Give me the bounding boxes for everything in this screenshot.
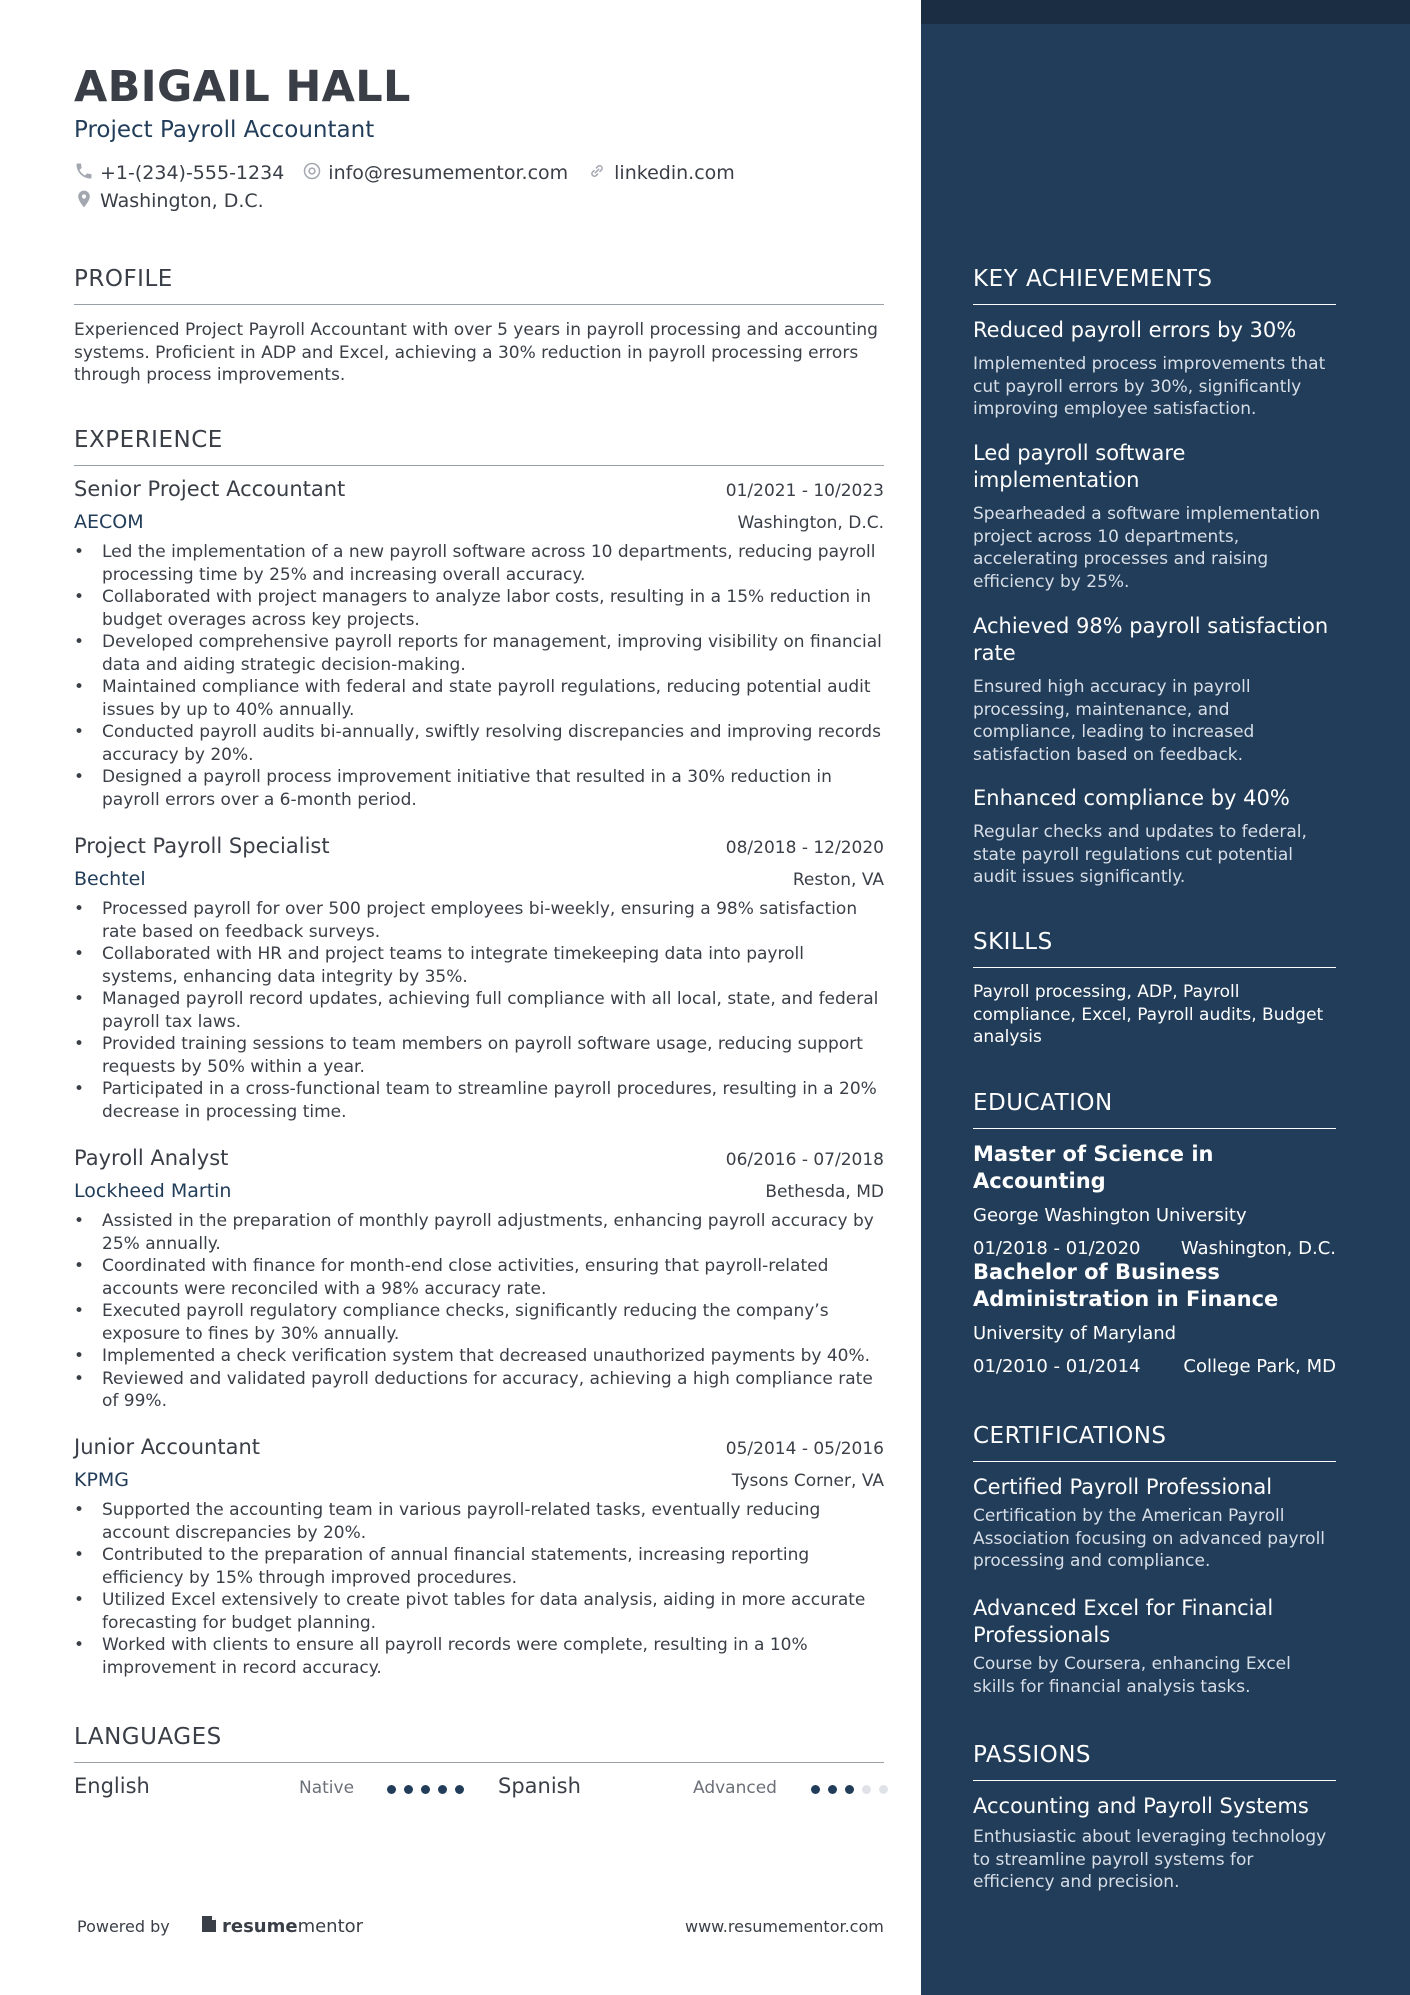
job-bullet: • Worked with clients to ensure all payroll records were complete, resulting in a 10% improvement in record accuracy. [74,1634,884,1679]
location-text: Washington, D.C. [100,190,264,212]
profile-heading: PROFILE [74,266,884,305]
job-bullet: • Designed a payroll process improvement initiative that resulted in a 30% reduction in payroll errors over a 6-month period. [74,766,884,811]
certification-item [973,1474,1336,1573]
job-bullet: • Led the implementation of a new payroll software across 10 departments, reducing payroll processing time by 25% and increasing overall accuracy. [74,541,884,586]
certification-desc: Course by Coursera, enhancing Excel skills for financial analysis tasks. [973,1654,1291,1697]
job-dates: 08/2018 - 12/2020 [725,838,884,858]
job-dates: 01/2021 - 10/2023 [725,481,884,501]
languages-heading: LANGUAGES [74,1724,884,1763]
contact-phone [74,161,284,186]
job-role: Project Payroll Specialist [74,834,330,858]
profile-summary: Experienced Project Payroll Accountant with over 5 years in payroll processing and accounting systems. Proficient in ADP and Excel, achieving a 30% reduction in payroll processing errors through process improvements. [74,320,878,385]
job-bullet: • Executed payroll regulatory compliance checks, significantly reducing the company’s exposure to fines by 30% annually. [74,1300,884,1345]
job-location: Washington, D.C. [737,513,884,533]
proficiency-dot-filled [828,1785,837,1794]
education-item [973,1141,1336,1259]
proficiency-dot-filled [421,1785,430,1794]
brand-logo[interactable] [200,1914,363,1939]
candidate-title: Project Payroll Accountant [74,117,375,143]
passions-heading: PASSIONS [973,1742,1336,1781]
achievement-item [973,613,1336,766]
education-degree: Master of Science in Accounting [973,1142,1214,1193]
skills-list: Payroll processing, ADP, Payroll compliance, Excel, Payroll audits, Budget analysis [973,982,1324,1047]
achievement-item [973,317,1336,421]
achievement-title: Achieved 98% payroll satisfaction rate [973,614,1329,665]
job-bullet: • Maintained compliance with federal and state payroll regulations, reducing potential audit issues by up to 40% annually. [74,676,884,721]
job-bullets [74,541,884,811]
contact-location [74,188,282,214]
job-bullet: • Contributed to the preparation of annual financial statements, increasing reporting efficiency by 15% through improved procedures. [74,1544,884,1589]
achievement-title: Reduced payroll errors by 30% [973,318,1297,342]
language-name: Spanish [498,1774,581,1798]
job-bullet: • Coordinated with finance for month-end close activities, ensuring that payroll-related accounts were reconciled with a 98% accuracy rate. [74,1255,884,1300]
brand-bold: resume [222,1916,298,1937]
phone-text: +1-(234)-555-1234 [100,162,285,184]
job-bullet: • Assisted in the preparation of monthly payroll adjustments, enhancing payroll accuracy by 25% annually. [74,1210,884,1255]
resumementor-logo-icon [200,1914,222,1939]
education-location: College Park, MD [1183,1356,1336,1377]
at-icon [302,161,328,186]
job-bullet: • Processed payroll for over 500 project employees bi-weekly, ensuring a 98% satisfaction rate based on feedback surveys. [74,898,884,943]
job-role: Payroll Analyst [74,1146,229,1170]
education-degree: Bachelor of Business Administration in Finance [973,1260,1279,1311]
job-bullets [74,1499,884,1679]
brand-rest: mentor [297,1916,364,1937]
language-proficiency-dots [387,1785,472,1794]
location-pin-icon [74,188,100,215]
proficiency-dot-filled [438,1785,447,1794]
achievement-title: Led payroll software implementation [973,441,1186,492]
phone-icon [74,161,100,186]
passion-desc: Enthusiastic about leveraging technology to streamline payroll systems for efficiency and precision. [973,1827,1327,1892]
job-bullet: • Collaborated with HR and project teams to integrate timekeeping data into payroll systems, enhancing data integrity by 35%. [74,943,884,988]
certification-title: Advanced Excel for Financial Professionals [973,1596,1274,1647]
achievement-desc: Ensured high accuracy in payroll processing, maintenance, and compliance, leading to increased satisfaction based on feedback. [973,677,1255,765]
achievement-desc: Spearheaded a software implementation project across 10 departments, accelerating processes and raising efficiency by 25%. [973,504,1321,592]
job-entry [74,477,884,811]
language-name: English [74,1774,150,1798]
job-bullet: • Supported the accounting team in various payroll-related tasks, eventually reducing account discrepancies by 20%. [74,1499,884,1544]
job-bullet: • Conducted payroll audits bi-annually, swiftly resolving discrepancies and improving records accuracy by 20%. [74,721,884,766]
education-dates: 01/2010 - 01/2014 [973,1356,1141,1377]
education-school: George Washington University [973,1205,1247,1226]
proficiency-dot-empty [879,1785,888,1794]
proficiency-dot-empty [862,1785,871,1794]
job-company: Bechtel [74,868,146,890]
link-icon [586,161,614,186]
education-heading: EDUCATION [973,1090,1336,1129]
job-bullets [74,1210,884,1413]
achievement-desc: Implemented process improvements that cut payroll errors by 30%, significantly improving employee satisfaction. [973,354,1326,419]
education-location: Washington, D.C. [1180,1238,1336,1259]
job-bullet: • Developed comprehensive payroll reports for management, improving visibility on financial data and aiding strategic decision-making. [74,631,884,676]
languages-row [74,1774,884,1806]
job-entry [74,1146,884,1413]
achievement-item [973,785,1336,889]
certifications-heading: CERTIFICATIONS [973,1423,1336,1462]
sidebar-top-bar [921,0,1410,24]
job-role: Junior Accountant [74,1435,261,1459]
job-bullet: • Collaborated with project managers to analyze labor costs, resulting in a 15% reduction in budget overages across key projects. [74,586,884,631]
job-bullet: • Managed payroll record updates, achieving full compliance with all local, state, and federal payroll tax laws. [74,988,884,1033]
skills-heading: SKILLS [973,929,1336,968]
job-bullet: • Participated in a cross-functional team to streamline payroll procedures, resulting in a 20% decrease in processing time. [74,1078,884,1123]
language-proficiency-dots [811,1785,896,1794]
certification-item [973,1595,1336,1698]
certification-title: Certified Payroll Professional [973,1475,1273,1499]
job-entry [74,834,884,1123]
job-location: Tysons Corner, VA [731,1471,884,1491]
job-bullet: • Utilized Excel extensively to create pivot tables for data analysis, aiding in more accurate forecasting for budget planning. [74,1589,884,1634]
contact-row [74,160,753,186]
language-level: Advanced [693,1778,777,1798]
footer-url[interactable]: www.resumementor.com [685,1917,884,1936]
job-location: Bethesda, MD [765,1182,884,1202]
achievement-desc: Regular checks and updates to federal, state payroll regulations cut potential audit issues significantly. [973,822,1307,887]
candidate-name: ABIGAIL HALL [74,62,411,112]
linkedin-text[interactable]: linkedin.com [614,162,735,184]
education-item [973,1259,1336,1377]
job-company: Lockheed Martin [74,1180,232,1202]
proficiency-dot-filled [811,1785,820,1794]
job-entry [74,1435,884,1679]
job-location: Reston, VA [792,870,884,890]
job-dates: 05/2014 - 05/2016 [725,1439,884,1459]
job-bullet: • Reviewed and validated payroll deductions for accuracy, achieving a high compliance rate of 99%. [74,1368,884,1413]
education-dates: 01/2018 - 01/2020 [973,1238,1141,1259]
proficiency-dot-filled [387,1785,396,1794]
passion-title: Accounting and Payroll Systems [973,1794,1309,1818]
job-role: Senior Project Accountant [74,477,346,501]
email-text[interactable]: info@resumementor.com [328,162,569,184]
proficiency-dot-filled [455,1785,464,1794]
proficiency-dot-filled [845,1785,854,1794]
contact-linkedin[interactable] [586,161,735,186]
achievement-title: Enhanced compliance by 40% [973,786,1290,810]
job-bullet: • Provided training sessions to team members on payroll software usage, reducing support requests by 50% within a year. [74,1033,884,1078]
language-level: Native [299,1778,355,1798]
passion-item [973,1793,1336,1894]
job-bullet: • Implemented a check verification system that decreased unauthorized payments by 40%. [74,1345,884,1368]
location-item [74,188,264,215]
experience-heading: EXPERIENCE [74,427,884,466]
achievement-item [973,440,1336,593]
proficiency-dot-filled [404,1785,413,1794]
education-school: University of Maryland [973,1323,1177,1344]
powered-by-label: Powered by [77,1917,170,1936]
job-company: KPMG [74,1469,130,1491]
job-bullets [74,898,884,1123]
achievements-heading: KEY ACHIEVEMENTS [973,266,1336,305]
job-dates: 06/2016 - 07/2018 [725,1150,884,1170]
job-company: AECOM [74,511,144,533]
certification-desc: Certification by the American Payroll Association focusing on advanced payroll processing and compliance. [973,1506,1326,1571]
contact-email[interactable] [302,161,568,186]
